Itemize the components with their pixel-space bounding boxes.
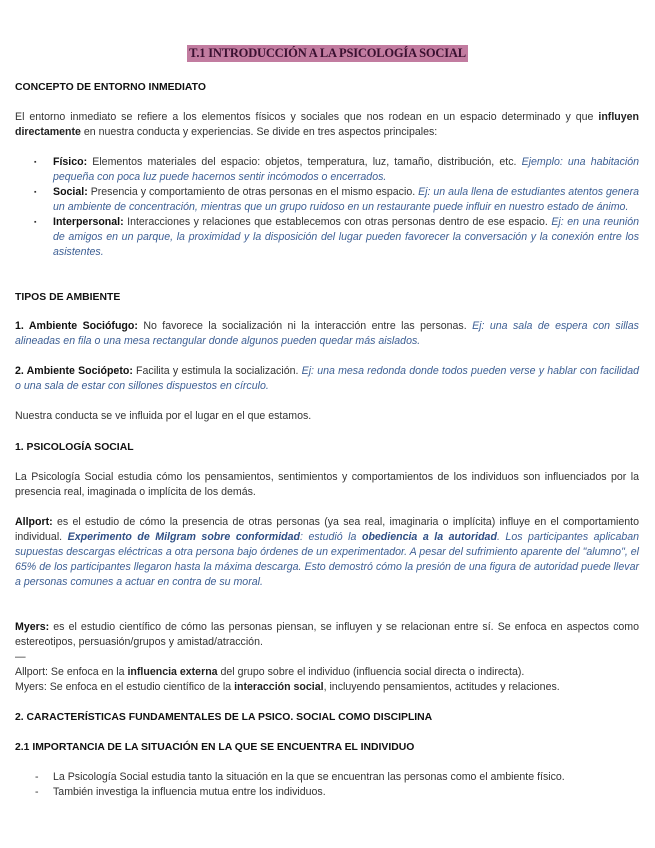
text-run: del grupo sobre el individuo (influencia social directa o indirecta). [217, 666, 525, 678]
bold-text: interacción social [234, 681, 324, 693]
bullet-list [15, 770, 639, 800]
heading-psicologia-social [15, 440, 639, 455]
heading-caracteristicas [15, 710, 639, 725]
paragraph-allport [15, 515, 639, 590]
text-run: TIPOS DE AMBIENTE [15, 292, 121, 303]
example-text: Ej: una sala de espera con sillas alineadas en fila o una mesa rectangular donde algunos pueden quedar más aislados. [15, 320, 639, 347]
bold-text: 1. Ambiente Sociófugo: [15, 320, 138, 332]
bold-text: Social: [53, 186, 88, 198]
example-text: obediencia a la autoridad [361, 531, 497, 543]
paragraph-myers [15, 620, 639, 650]
bold-text: influencia externa [127, 666, 218, 678]
list-item [15, 770, 639, 785]
paragraph-myers-summary [15, 680, 639, 695]
bold-text: Myers: [15, 621, 50, 633]
paragraph-conducta [15, 409, 639, 424]
text-run: La Psicología Social estudia cómo los pensamientos, sentimientos y comportamientos de los individuos son influenciados por la presencia real, imaginada o implícita de los demás. [15, 471, 639, 498]
text-run: Nuestra conducta se ve influida por el lugar en el que estamos. [15, 410, 312, 422]
title-wrapper [0, 45, 655, 62]
text-run: Allport: Se enfoca en la [15, 666, 128, 678]
bullet-list [15, 155, 639, 260]
list-importancia [15, 770, 639, 800]
text-run: , incluyendo pensamientos, actitudes y relaciones. [323, 681, 560, 693]
example-text: Experimento de Milgram sobre conformidad [67, 531, 300, 543]
text-run: 2. CARACTERÍSTICAS FUNDAMENTALES DE LA PSICO. SOCIAL COMO DISCIPLINA [15, 712, 433, 723]
text-run: No favorece la socialización ni la interacción entre las personas. [137, 320, 473, 332]
heading-importancia [15, 740, 639, 755]
paragraph-allport-summary [15, 665, 639, 680]
example-text: Ejemplo: una habitación pequeña con poca luz puede hacernos sentir incómodos o encerrados. [53, 156, 640, 183]
list-item [15, 215, 639, 260]
paragraph-psicologia [15, 470, 639, 500]
text-run: La Psicología Social estudia tanto la situación en la que se encuentran las personas como el ambiente físico. [53, 771, 565, 783]
text-run: — [15, 651, 26, 663]
bold-text: Interpersonal: [53, 216, 124, 228]
text-run: Presencia y comportamiento de otras personas en el mismo espacio. [87, 186, 419, 198]
text-run: 2.1 IMPORTANCIA DE LA SITUACIÓN EN LA QUE SE ENCUENTRA EL INDIVIDUO [15, 742, 415, 753]
list-item [15, 185, 639, 215]
heading-tipos [15, 290, 639, 305]
example-text: Ej: en una reunión de amigos en un parque, la proximidad y la disposición del lugar pueden favorecer la conversación y la conexión entre los asistentes. [53, 216, 640, 258]
example-text: . Los participantes aplicaban supuestas descargas eléctricas a otra persona bajo órdenes de un experimentador. A pesar del sufrimiento aparente del "alumno", el 65% de los participantes llegaron hasta la máxima descarga. Esto demostró cómo la presión de una figura de autoridad puede llevar a personas comunes a actuar en contra de su moral. [15, 531, 640, 588]
text-run: Myers: Se enfoca en el estudio científico de la [15, 681, 235, 693]
example-text: Ej: una mesa redonda donde todos pueden verse y hablar con facilidad o una sala de estar con sillones dispuestos en círculo. [15, 365, 639, 392]
text-run: El entorno inmediato se refiere a los elementos físicos y sociales que nos rodean en un espacio determinado y que [15, 111, 599, 123]
bold-text: Allport: [15, 516, 53, 528]
text-run: También investiga la influencia mutua entre los individuos. [53, 786, 326, 798]
text-run: es el estudio científico de cómo las personas piensan, se influyen y se relacionan entre sí. Se enfoca en aspectos como estereotipos, persuasión/grupos y amistad/atracción. [15, 621, 639, 648]
example-text: Ej: un aula llena de estudiantes atentos genera un ambiente de concentración, mientras que un grupo ruidoso en un restaurante puede influir en nuestro estado de ánimo. [53, 186, 639, 213]
heading-concepto [15, 80, 639, 95]
bold-text: influyen directamente [15, 111, 639, 138]
example-text: : estudió la [299, 531, 362, 543]
separator-dash [15, 650, 639, 665]
text-run: Elementos materiales del espacio: objetos, temperatura, luz, tamaño, distribución, etc. [87, 156, 522, 168]
paragraph-entorno [15, 110, 639, 140]
text-run: Facilita y estimula la socialización. [132, 365, 302, 377]
list-item [15, 785, 639, 800]
paragraph-sociopeto [15, 364, 639, 394]
document-title: T.1 INTRODUCCIÓN A LA PSICOLOGÍA SOCIAL [189, 46, 466, 60]
text-run: es el estudio de cómo la presencia de otras personas (ya sea real, imaginaria o implícita) influye en el comportamiento individual. [15, 516, 639, 543]
text-run: en nuestra conducta y experiencias. Se divide en tres aspectos principales: [80, 126, 438, 138]
list-item [15, 155, 639, 185]
paragraph-sociofugo [15, 319, 639, 349]
bold-text: Físico: [53, 156, 88, 168]
text-run: CONCEPTO DE ENTORNO INMEDIATO [15, 82, 206, 93]
bold-text: 2. Ambiente Sociópeto: [15, 365, 133, 377]
text-run: 1. PSICOLOGÍA SOCIAL [15, 442, 134, 453]
text-run: Interacciones y relaciones que establecemos con otras personas dentro de ese espacio. [123, 216, 552, 228]
list-aspectos [15, 155, 639, 260]
